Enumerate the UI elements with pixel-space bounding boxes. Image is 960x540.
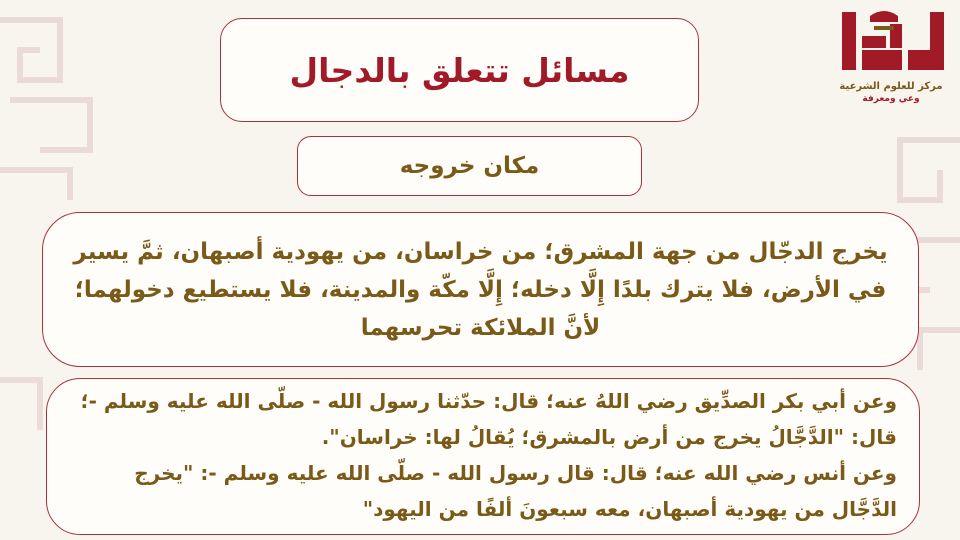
logo-line1: مركز للعلوم الشرعية xyxy=(839,81,943,92)
logo-line2: وعي ومعرفة xyxy=(862,94,920,104)
logo-mark xyxy=(840,6,946,76)
hadith-1: وعن أبي بكر الصدِّيق رضي اللهُ عنه؛ قال: حدّثنا رسول الله - صلّى الله عليه وسلم -؛ قال: "الدَّجَّالُ يخرج من أرض بالمشرق؛ يُقالُ لها: خراسان". xyxy=(80,389,897,449)
hadith-box xyxy=(46,378,920,535)
logo xyxy=(832,4,954,108)
logo-text xyxy=(836,80,946,105)
main-text: يخرج الدجّال من جهة المشرق؛ من خراسان، من يهودية أصبهان، ثمَّ يسير في الأرض، فلا يترك بلدًا إِلَّا دخله؛ إِلَّا مكّة والمدينة، فلا يستطيع دخولهما؛ لأنَّ الملائكة تحرسهما xyxy=(73,238,888,341)
title-box xyxy=(220,18,699,122)
subtitle-box xyxy=(297,136,642,196)
slide-subtitle: مكان خروجه xyxy=(399,153,540,179)
hadith-2: وعن أنس رضي الله عنه؛ قال: قال رسول الله - صلّى الله عليه وسلم -: "يخرج الدَّجَّال من يهودية أصبهان، معه سبعونَ ألفًا من اليهود" xyxy=(134,461,897,521)
slide-title: مسائل تتعلق بالدجال xyxy=(289,50,630,90)
main-text-box xyxy=(42,212,919,367)
